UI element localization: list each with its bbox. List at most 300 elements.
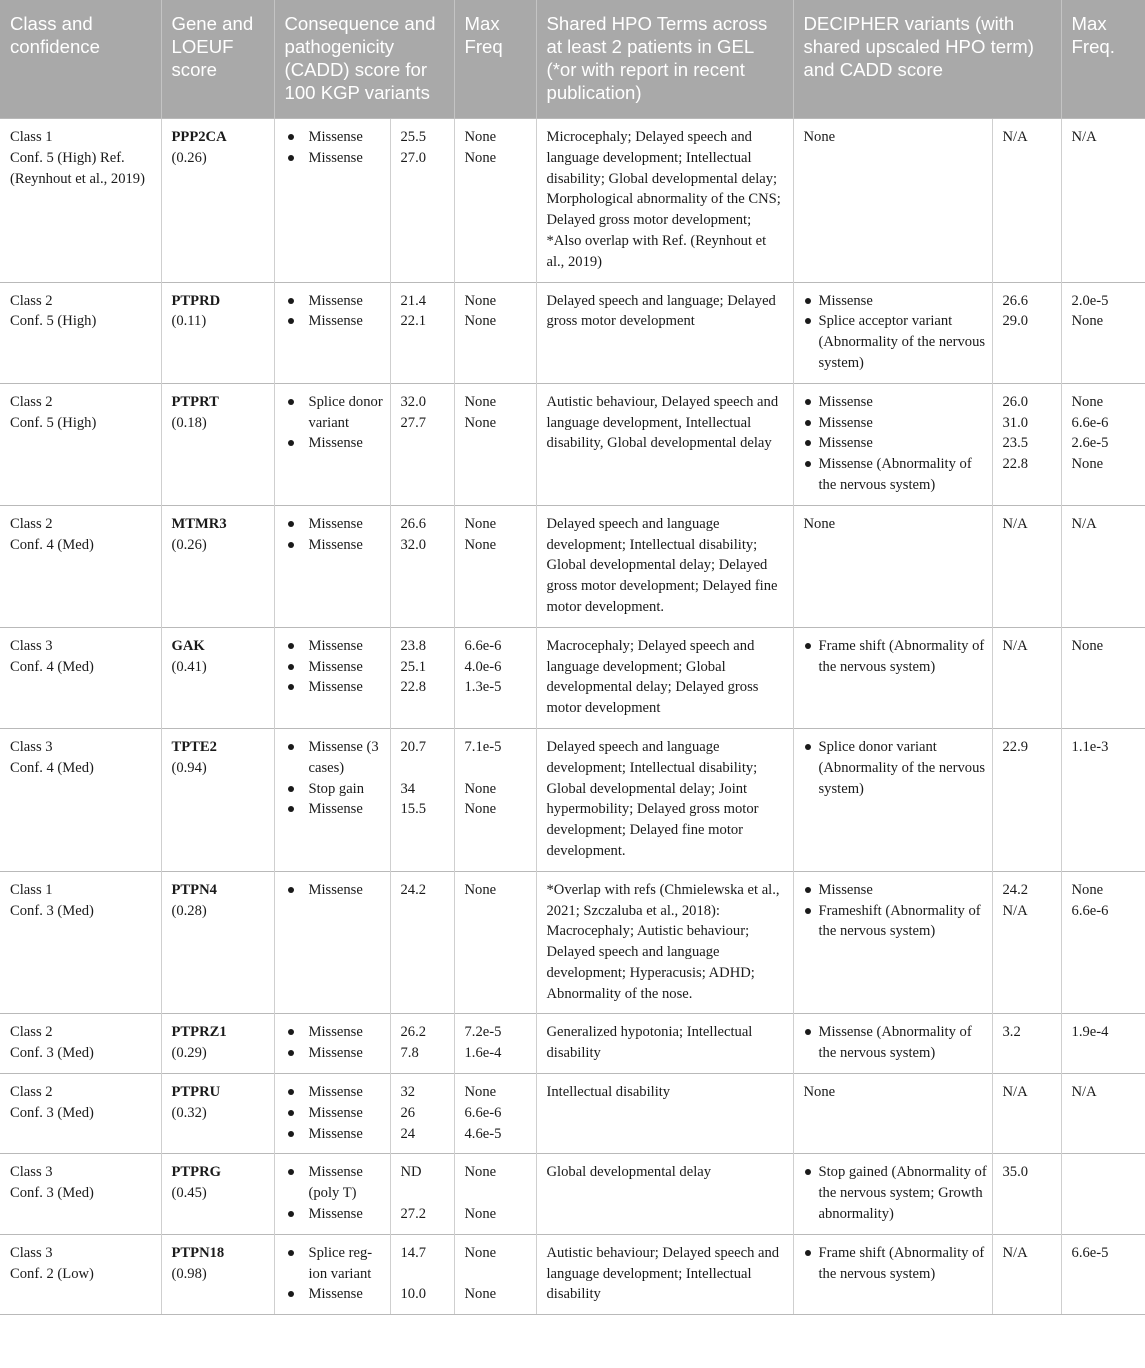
consequence-list xyxy=(285,1243,386,1305)
gene-name: MTMR3 xyxy=(171,515,227,532)
decipher-cadd-value: N/A xyxy=(1002,902,1028,919)
decipher-item: Missense xyxy=(804,880,988,901)
decipher-freq-cell xyxy=(1061,1154,1145,1234)
class-label: Class 3 xyxy=(10,1164,53,1181)
cadd-value: 25.5 xyxy=(400,129,427,145)
gene-name: PTPRT xyxy=(171,393,219,410)
consequence-item: Splice donor variant xyxy=(285,392,386,434)
max-freq-value: 6.6e-6 xyxy=(464,1104,502,1121)
hpo-text: Macrocephaly; Delayed speech and language development; Global developmental delay; Delayed gross motor development xyxy=(546,637,759,717)
decipher-cadd-cell xyxy=(992,505,1061,627)
max-freq-value: None xyxy=(464,149,497,166)
decipher-cadd-cell xyxy=(992,119,1061,283)
decipher-cadd-value: 35.0 xyxy=(1002,1164,1029,1181)
decipher-list xyxy=(804,392,988,496)
class-confidence-cell xyxy=(0,871,161,1014)
decipher-freq-value: 6.6e-5 xyxy=(1071,1244,1109,1261)
consequence-item: Missense xyxy=(285,677,386,698)
max-freq-cell xyxy=(454,119,536,283)
loeuf-score: (0.26) xyxy=(171,149,207,166)
decipher-cell xyxy=(793,1154,992,1234)
decipher-freq-cell xyxy=(1061,1234,1145,1314)
consequence-item: Missense xyxy=(285,1082,386,1103)
consequence-cell xyxy=(274,383,390,505)
class-label: Class 2 xyxy=(10,515,53,532)
header-max-freq-2: Max Freq. xyxy=(1061,0,1145,119)
class-confidence-cell xyxy=(0,1074,161,1154)
cadd-cell xyxy=(390,1154,454,1234)
decipher-freq-cell xyxy=(1061,1014,1145,1074)
decipher-cadd-value: N/A xyxy=(1002,1084,1028,1101)
cadd-value: 27.2 xyxy=(400,1206,427,1223)
max-freq-value: None xyxy=(464,313,497,330)
confidence-label: Conf. 4 (Med) xyxy=(10,536,94,553)
gene-cell xyxy=(161,728,274,871)
consequence-item: Missense xyxy=(285,657,386,678)
decipher-freq-value: None xyxy=(1071,456,1104,473)
consequence-item: Missense xyxy=(285,636,386,657)
max-freq-cell xyxy=(454,383,536,505)
gene-name: PTPRD xyxy=(171,292,221,309)
decipher-freq-cell xyxy=(1061,282,1145,383)
gene-name: PPP2CA xyxy=(171,129,227,145)
class-label: Class 3 xyxy=(10,637,53,654)
class-confidence-cell xyxy=(0,627,161,728)
loeuf-score: (0.29) xyxy=(171,1045,207,1062)
decipher-cadd-cell xyxy=(992,1234,1061,1314)
decipher-freq-cell xyxy=(1061,1074,1145,1154)
consequence-list xyxy=(285,880,386,901)
table-row xyxy=(0,282,1145,383)
decipher-cadd-cell xyxy=(992,728,1061,871)
hpo-text: Global developmental delay xyxy=(546,1164,712,1181)
hpo-cell xyxy=(536,1014,793,1074)
consequence-list xyxy=(285,737,386,820)
max-freq-cell xyxy=(454,1234,536,1314)
decipher-list xyxy=(804,1022,988,1064)
decipher-freq-cell xyxy=(1061,871,1145,1014)
decipher-item: Frame shift (Abnormality of the nervous system) xyxy=(804,1243,988,1285)
decipher-freq-value: 6.6e-6 xyxy=(1071,902,1109,919)
consequence-list xyxy=(285,1162,386,1224)
cadd-cell xyxy=(390,627,454,728)
class-confidence-cell xyxy=(0,1234,161,1314)
cadd-cell xyxy=(390,1074,454,1154)
decipher-list xyxy=(804,636,988,678)
decipher-cell xyxy=(793,383,992,505)
consequence-cell xyxy=(274,1074,390,1154)
consequence-list xyxy=(285,291,386,333)
hpo-text: Generalized hypotonia; Intellectual disability xyxy=(546,1024,753,1062)
consequence-item: Missense xyxy=(285,1022,386,1043)
gene-name: GAK xyxy=(171,637,205,654)
decipher-item: Splice acceptor variant (Abnormality of the nervous system) xyxy=(804,311,988,373)
max-freq-cell xyxy=(454,1014,536,1074)
consequence-item: Missense (poly T) xyxy=(285,1162,386,1204)
decipher-none: None xyxy=(803,1084,836,1101)
decipher-cadd-cell xyxy=(992,1014,1061,1074)
table-row xyxy=(0,728,1145,871)
decipher-item: Missense (Abnormality of the nervous system) xyxy=(804,1022,988,1064)
loeuf-score: (0.41) xyxy=(171,658,207,675)
max-freq-cell xyxy=(454,627,536,728)
max-freq-value: 4.6e-5 xyxy=(464,1125,502,1142)
max-freq-value: 4.0e-6 xyxy=(464,658,502,675)
decipher-list xyxy=(804,1162,988,1224)
consequence-item: Splice region variant xyxy=(285,1243,386,1285)
gene-cell xyxy=(161,383,274,505)
decipher-freq-value: 1.9e-4 xyxy=(1071,1024,1109,1041)
loeuf-score: (0.94) xyxy=(171,759,207,776)
class-label: Class 2 xyxy=(10,1084,53,1101)
max-freq-value: 7.2e-5 xyxy=(464,1024,502,1041)
hpo-cell xyxy=(536,282,793,383)
max-freq-value xyxy=(465,758,528,779)
header-consequence: Consequence and pathogenicity (CADD) score for 100 KGP variants xyxy=(274,0,454,119)
class-confidence-cell xyxy=(0,1014,161,1074)
cadd-value: 32 xyxy=(400,1084,416,1101)
hpo-text: Delayed speech and language development; Intellectual disability; Global developmental delay; Joint hypermobility; Delayed gross motor development; Delayed fine motor development. xyxy=(546,738,759,859)
cadd-value: 7.8 xyxy=(400,1045,419,1062)
class-confidence-cell xyxy=(0,119,161,283)
header-shared-hpo: Shared HPO Terms across at least 2 patients in GEL (*or with report in recent publication) xyxy=(536,0,793,119)
cadd-value: 22.1 xyxy=(400,313,427,330)
decipher-cadd-value: 23.5 xyxy=(1002,435,1029,452)
cadd-value: 24.2 xyxy=(400,881,427,898)
decipher-cadd-cell xyxy=(992,1074,1061,1154)
cadd-value: 15.5 xyxy=(400,801,427,818)
hpo-text: Autistic behaviour; Delayed speech and language development; Intellectual disability xyxy=(546,1244,780,1303)
decipher-cadd-cell xyxy=(992,383,1061,505)
confidence-label: Conf. 2 (Low) xyxy=(10,1265,94,1282)
confidence-label: Conf. 5 (High) Ref. (Reynhout et al., 2019) xyxy=(10,149,145,187)
max-freq-value: None xyxy=(464,801,497,818)
consequence-item: Missense xyxy=(285,148,386,169)
loeuf-score: (0.45) xyxy=(171,1185,207,1202)
decipher-item: Splice donor variant (Abnormality of the nervous system) xyxy=(804,737,988,799)
decipher-cell xyxy=(793,1234,992,1314)
consequence-cell xyxy=(274,1014,390,1074)
decipher-freq-cell xyxy=(1061,627,1145,728)
cadd-value: 10.0 xyxy=(400,1286,427,1303)
decipher-cadd-cell xyxy=(992,1154,1061,1234)
gene-name: PTPRZ1 xyxy=(171,1024,227,1041)
gene-cell xyxy=(161,1234,274,1314)
hpo-text: Delayed speech and language; Delayed gross motor development xyxy=(546,292,776,330)
decipher-freq-cell xyxy=(1061,728,1145,871)
consequence-item: Missense xyxy=(285,514,386,535)
consequence-item: Missense xyxy=(285,535,386,556)
consequence-item: Missense xyxy=(285,1043,386,1064)
cadd-cell xyxy=(390,871,454,1014)
gene-cell xyxy=(161,505,274,627)
class-label: Class 2 xyxy=(10,393,53,410)
decipher-cadd-value: N/A xyxy=(1002,1244,1028,1261)
decipher-freq-cell xyxy=(1061,383,1145,505)
decipher-freq-value: None xyxy=(1071,637,1104,654)
decipher-freq-value: 6.6e-6 xyxy=(1071,414,1109,431)
consequence-list xyxy=(285,1022,386,1064)
decipher-cell xyxy=(793,728,992,871)
max-freq-value: 1.3e-5 xyxy=(464,679,502,696)
confidence-label: Conf. 3 (Med) xyxy=(10,1185,94,1202)
hpo-cell xyxy=(536,627,793,728)
max-freq-value xyxy=(465,1183,528,1204)
loeuf-score: (0.98) xyxy=(171,1265,207,1282)
consequence-cell xyxy=(274,1154,390,1234)
table-header xyxy=(0,0,1145,119)
decipher-freq-value: None xyxy=(1071,881,1104,898)
class-label: Class 1 xyxy=(10,129,53,145)
max-freq-value: None xyxy=(464,1084,497,1101)
class-label: Class 2 xyxy=(10,292,53,309)
cadd-value: 32.0 xyxy=(400,393,427,410)
hpo-cell xyxy=(536,871,793,1014)
consequence-item: Missense xyxy=(285,433,386,454)
decipher-item: Missense xyxy=(804,413,988,434)
gene-cell xyxy=(161,119,274,283)
confidence-label: Conf. 3 (Med) xyxy=(10,1045,94,1062)
gene-name: PTPN18 xyxy=(171,1244,225,1261)
loeuf-score: (0.26) xyxy=(171,536,207,553)
loeuf-score: (0.11) xyxy=(171,313,207,330)
max-freq-value: None xyxy=(464,1286,497,1303)
decipher-item: Missense (Abnormality of the nervous system) xyxy=(804,454,988,496)
decipher-cadd-value: N/A xyxy=(1002,637,1028,654)
consequence-item: Missense (3 cases) xyxy=(285,737,386,779)
decipher-freq-value: N/A xyxy=(1071,515,1097,532)
class-confidence-cell xyxy=(0,383,161,505)
decipher-cell xyxy=(793,1014,992,1074)
max-freq-cell xyxy=(454,728,536,871)
max-freq-value: None xyxy=(464,292,497,309)
decipher-cell xyxy=(793,505,992,627)
class-confidence-cell xyxy=(0,505,161,627)
table-row xyxy=(0,119,1145,283)
decipher-freq-value: None xyxy=(1071,313,1104,330)
cadd-cell xyxy=(390,119,454,283)
gene-name: PTPRU xyxy=(171,1084,221,1101)
decipher-cadd-cell xyxy=(992,282,1061,383)
cadd-value: ND xyxy=(400,1164,422,1181)
cadd-cell xyxy=(390,728,454,871)
consequence-list xyxy=(285,127,386,169)
table-body xyxy=(0,119,1145,1315)
decipher-cadd-cell xyxy=(992,871,1061,1014)
decipher-cell xyxy=(793,627,992,728)
cadd-value: 25.1 xyxy=(400,658,427,675)
decipher-item: Missense xyxy=(804,433,988,454)
gene-cell xyxy=(161,1014,274,1074)
max-freq-value: None xyxy=(464,515,497,532)
consequence-item: Missense xyxy=(285,127,386,148)
decipher-freq-value: 2.6e-5 xyxy=(1071,435,1109,452)
decipher-freq-value: N/A xyxy=(1071,1084,1097,1101)
table-row xyxy=(0,871,1145,1014)
decipher-cell xyxy=(793,1074,992,1154)
class-confidence-cell xyxy=(0,728,161,871)
gene-name: TPTE2 xyxy=(171,738,217,755)
consequence-cell xyxy=(274,728,390,871)
cadd-value: 32.0 xyxy=(400,536,427,553)
decipher-item: Frameshift (Abnormality of the nervous system) xyxy=(804,901,988,943)
decipher-cadd-value: N/A xyxy=(1002,515,1028,532)
decipher-none: None xyxy=(803,515,836,532)
gene-cell xyxy=(161,282,274,383)
cadd-cell xyxy=(390,1014,454,1074)
cadd-cell xyxy=(390,383,454,505)
decipher-cadd-value: 22.9 xyxy=(1002,738,1029,755)
cadd-value: 24 xyxy=(400,1125,416,1142)
decipher-cadd-cell xyxy=(992,627,1061,728)
consequence-cell xyxy=(274,119,390,283)
max-freq-value xyxy=(465,1264,528,1285)
decipher-cadd-value: N/A xyxy=(1002,129,1028,145)
table-row xyxy=(0,1154,1145,1234)
cadd-value: 21.4 xyxy=(400,292,427,309)
confidence-label: Conf. 3 (Med) xyxy=(10,902,94,919)
consequence-item: Missense xyxy=(285,311,386,332)
cadd-value: 26.6 xyxy=(400,515,427,532)
hpo-text: Intellectual disability xyxy=(546,1084,671,1101)
max-freq-cell xyxy=(454,505,536,627)
consequence-cell xyxy=(274,282,390,383)
decipher-item: Missense xyxy=(804,291,988,312)
class-confidence-cell xyxy=(0,282,161,383)
cadd-value xyxy=(401,1264,446,1285)
loeuf-score: (0.32) xyxy=(171,1104,207,1121)
max-freq-value: None xyxy=(464,881,497,898)
max-freq-value: 7.1e-5 xyxy=(464,738,502,755)
decipher-list xyxy=(804,880,988,942)
decipher-freq-value: None xyxy=(1071,393,1104,410)
cadd-cell xyxy=(390,505,454,627)
consequence-cell xyxy=(274,627,390,728)
max-freq-value: None xyxy=(464,414,497,431)
max-freq-cell xyxy=(454,282,536,383)
confidence-label: Conf. 3 (Med) xyxy=(10,1104,94,1121)
max-freq-value: None xyxy=(464,1206,497,1223)
hpo-text: *Overlap with refs (Chmielewska et al., 2021; Szczaluba et al., 2018): Macrocephaly; Autistic behaviour; Delayed speech and language development; Hyperacusis; ADHD; Abnormality of the nose. xyxy=(546,881,780,1002)
decipher-item: Stop gained (Abnormality of the nervous system; Growth abnormality) xyxy=(804,1162,988,1224)
header-decipher: DECIPHER variants (with shared upscaled HPO term) and CADD score xyxy=(793,0,1061,119)
max-freq-value: None xyxy=(464,129,497,145)
hpo-text: Autistic behaviour, Delayed speech and language development, Intellectual disability, Global developmental delay xyxy=(546,393,779,452)
loeuf-score: (0.18) xyxy=(171,414,207,431)
max-freq-value: 1.6e-4 xyxy=(464,1045,502,1062)
consequence-list xyxy=(285,514,386,556)
decipher-cell xyxy=(793,871,992,1014)
cadd-value: 23.8 xyxy=(400,637,427,654)
decipher-list xyxy=(804,1243,988,1285)
max-freq-value: None xyxy=(464,393,497,410)
consequence-item: Missense xyxy=(285,291,386,312)
hpo-text: Delayed speech and language development; Intellectual disability; Global developmental delay; Delayed gross motor development; Delayed fine motor development. xyxy=(546,515,778,615)
decipher-cell xyxy=(793,119,992,283)
decipher-cadd-value: 26.6 xyxy=(1002,292,1029,309)
gene-name: PTPRG xyxy=(171,1164,221,1181)
consequence-list xyxy=(285,1082,386,1144)
consequence-cell xyxy=(274,1234,390,1314)
gene-cell xyxy=(161,871,274,1014)
cadd-value: 34 xyxy=(400,780,416,797)
table-row xyxy=(0,627,1145,728)
hpo-cell xyxy=(536,1234,793,1314)
gene-name: PTPN4 xyxy=(171,881,217,898)
decipher-none: None xyxy=(803,129,836,145)
decipher-freq-value: 1.1e-3 xyxy=(1071,738,1109,755)
loeuf-score: (0.28) xyxy=(171,902,207,919)
class-label: Class 2 xyxy=(10,1024,53,1041)
table-row xyxy=(0,383,1145,505)
decipher-freq-cell xyxy=(1061,119,1145,283)
decipher-item: Missense xyxy=(804,392,988,413)
decipher-cadd-value: 26.0 xyxy=(1002,393,1029,410)
confidence-label: Conf. 5 (High) xyxy=(10,414,97,431)
consequence-item: Missense xyxy=(285,1284,386,1305)
consequence-item: Missense xyxy=(285,880,386,901)
consequence-cell xyxy=(274,505,390,627)
hpo-text: *Also overlap with Ref. (Reynhout et al., 2019) xyxy=(546,232,767,270)
class-confidence-cell xyxy=(0,1154,161,1234)
max-freq-value: 6.6e-6 xyxy=(464,637,502,654)
consequence-item: Missense xyxy=(285,799,386,820)
confidence-label: Conf. 5 (High) xyxy=(10,313,97,330)
hpo-cell xyxy=(536,119,793,283)
consequence-list xyxy=(285,392,386,454)
cadd-value: 26.2 xyxy=(400,1024,427,1041)
header-gene-loeuf: Gene and LOEUF score xyxy=(161,0,274,119)
header-max-freq: Max Freq xyxy=(454,0,536,119)
hpo-text: Microcephaly; Delayed speech and language development; Intellectual disability; Global developmental delay; Morphological abnormality of the CNS; Delayed gross motor development; xyxy=(546,129,781,229)
hpo-cell xyxy=(536,1074,793,1154)
cadd-value: 27.7 xyxy=(400,414,427,431)
decipher-cell xyxy=(793,282,992,383)
max-freq-value: None xyxy=(464,536,497,553)
decipher-freq-value: 2.0e-5 xyxy=(1071,292,1109,309)
decipher-list xyxy=(804,291,988,374)
decipher-cadd-value: 29.0 xyxy=(1002,313,1029,330)
max-freq-cell xyxy=(454,1154,536,1234)
consequence-item: Missense xyxy=(285,1103,386,1124)
max-freq-value: None xyxy=(464,1164,497,1181)
consequence-item: Missense xyxy=(285,1124,386,1145)
cadd-value: 20.7 xyxy=(400,738,427,755)
consequence-item: Missense xyxy=(285,1204,386,1225)
decipher-freq-cell xyxy=(1061,505,1145,627)
max-freq-cell xyxy=(454,1074,536,1154)
cadd-value: 22.8 xyxy=(400,679,427,696)
decipher-freq-value: N/A xyxy=(1071,129,1097,145)
decipher-list xyxy=(804,737,988,799)
hpo-cell xyxy=(536,383,793,505)
decipher-cadd-value: 24.2 xyxy=(1002,881,1029,898)
gene-cell xyxy=(161,1154,274,1234)
cadd-value: 14.7 xyxy=(400,1244,427,1261)
cadd-value: 27.0 xyxy=(400,149,427,166)
hpo-cell xyxy=(536,728,793,871)
table-row xyxy=(0,1014,1145,1074)
class-label: Class 3 xyxy=(10,1244,53,1261)
hpo-cell xyxy=(536,505,793,627)
hpo-cell xyxy=(536,1154,793,1234)
gene-cell xyxy=(161,1074,274,1154)
header-class-confidence: Class and confidence xyxy=(0,0,161,119)
consequence-list xyxy=(285,636,386,698)
max-freq-value: None xyxy=(464,780,497,797)
max-freq-value: None xyxy=(464,1244,497,1261)
table-row xyxy=(0,505,1145,627)
